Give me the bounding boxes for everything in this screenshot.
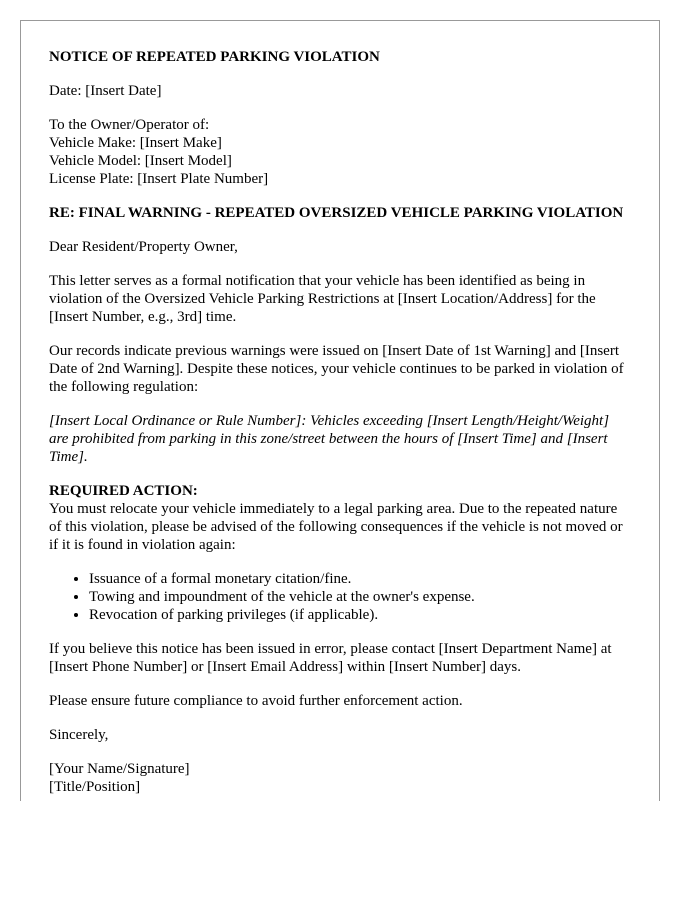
list-item: • Revocation of parking privileges (if applicable).: [89, 606, 631, 624]
contact-paragraph: If you believe this notice has been issued in error, please contact [Insert Department Name] at [Insert Phone Number] or [Insert Email Address] within [Insert Number] days.: [49, 641, 612, 675]
vehicle-make-line: Vehicle Make: [Insert Make]: [49, 135, 222, 151]
paragraph-notification: This letter serves as a formal notification that your vehicle has been identified as being in violation of the Oversized Vehicle Parking Restrictions at [Insert Location/Address] for the [Insert Number, e.g., 3rd] time.: [49, 273, 596, 325]
letter-body: [21, 21, 659, 796]
closing: Sincerely,: [49, 727, 109, 743]
re-line: RE: FINAL WARNING - REPEATED OVERSIZED VEHICLE PARKING VIOLATION: [49, 205, 624, 221]
license-plate-line: License Plate: [Insert Plate Number]: [49, 171, 269, 187]
signature-name: [Your Name/Signature]: [49, 761, 190, 777]
required-action-block: [49, 482, 631, 554]
regulation-text: [Insert Local Ordinance or Rule Number]: Vehicles exceeding [Insert Length/Height/Weight] are prohibited from parking in this zone/street between the hours of [Insert Time] and [Insert Time].: [49, 413, 610, 465]
compliance-paragraph: Please ensure future compliance to avoid further enforcement action.: [49, 693, 463, 709]
salutation: Dear Resident/Property Owner,: [49, 239, 238, 255]
notice-title: NOTICE OF REPEATED PARKING VIOLATION: [49, 49, 380, 65]
date-line: Date: [Insert Date]: [49, 83, 162, 99]
list-item: • Issuance of a formal monetary citation/fine.: [89, 570, 631, 588]
signature-block: [49, 760, 631, 796]
signature-title: [Title/Position]: [49, 779, 141, 795]
consequences-list: [49, 570, 631, 624]
to-owner-line: To the Owner/Operator of:: [49, 117, 210, 133]
paragraph-previous-warnings: Our records indicate previous warnings were issued on [Insert Date of 1st Warning] and [Insert Date of 2nd Warning]. Despite these notices, your vehicle continues to be parked in violation of the following regulation:: [49, 343, 624, 395]
required-action-heading: REQUIRED ACTION:: [49, 483, 198, 499]
required-action-text: You must relocate your vehicle immediately to a legal parking area. Due to the repeated nature of this violation, please be advised of the following consequences if the vehicle is not moved or if it is found in violation again:: [49, 501, 623, 553]
vehicle-model-line: Vehicle Model: [Insert Model]: [49, 153, 232, 169]
letter-page: [20, 20, 660, 801]
vehicle-info-block: [49, 116, 631, 188]
list-item: • Towing and impoundment of the vehicle at the owner's expense.: [89, 588, 631, 606]
